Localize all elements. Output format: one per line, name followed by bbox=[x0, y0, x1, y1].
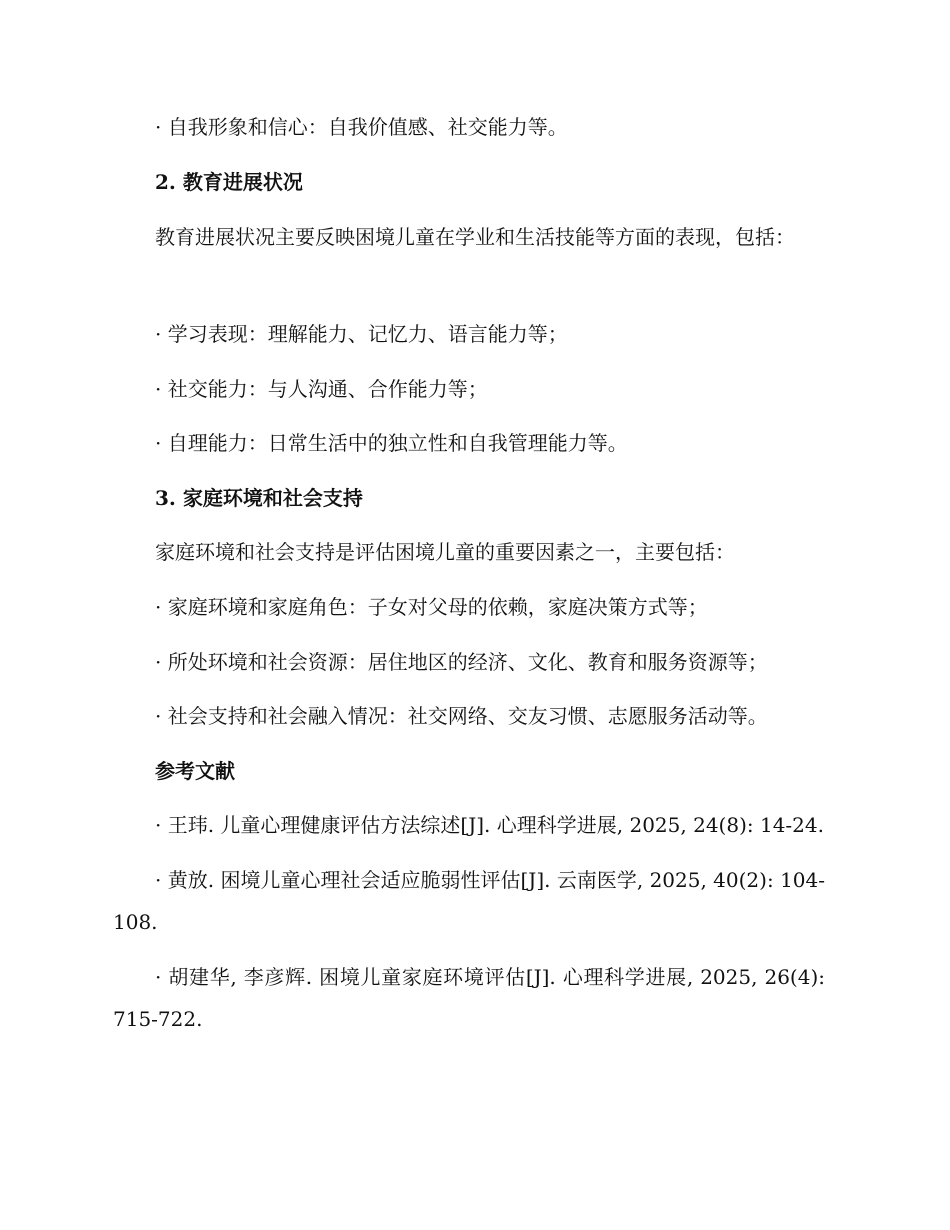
bullet-selfcare: · 自理能力：日常生活中的独立性和自我管理能力等。 bbox=[155, 431, 628, 455]
reference-3: · 胡建华, 李彦辉. 困境儿童家庭环境评估[J]. 心理科学进展, 2025, 26(4): 715-722. bbox=[113, 965, 825, 1031]
bullet-resources: · 所处环境和社会资源：居住地区的经济、文化、教育和服务资源等； bbox=[155, 650, 768, 674]
bullet-learning: · 学习表现：理解能力、记忆力、语言能力等； bbox=[155, 322, 568, 346]
section-heading-family: 3. 家庭环境和社会支持 bbox=[155, 486, 363, 510]
references-heading: 参考文献 bbox=[155, 759, 235, 783]
section-heading-education: 2. 教育进展状况 bbox=[155, 170, 303, 194]
bullet-self-image: · 自我形象和信心：自我价值感、社交能力等。 bbox=[155, 115, 568, 139]
paragraph-family: 家庭环境和社会支持是评估困境儿童的重要因素之一，主要包括： bbox=[155, 540, 735, 564]
bullet-support: · 社会支持和社会融入情况：社交网络、交友习惯、志愿服务活动等。 bbox=[155, 704, 768, 728]
paragraph-education: 教育进展状况主要反映困境儿童在学业和生活技能等方面的表现，包括： bbox=[155, 225, 795, 249]
bullet-family-role: · 家庭环境和家庭角色：子女对父母的依赖，家庭决策方式等； bbox=[155, 595, 708, 619]
reference-1: · 王玮. 儿童心理健康评估方法综述[J]. 心理科学进展, 2025, 24(8): 14-24. bbox=[155, 813, 824, 837]
reference-2: · 黄放. 困境儿童心理社会适应脆弱性评估[J]. 云南医学, 2025, 40(2): 104-108. bbox=[113, 868, 825, 934]
bullet-social: · 社交能力：与人沟通、合作能力等； bbox=[155, 377, 488, 401]
